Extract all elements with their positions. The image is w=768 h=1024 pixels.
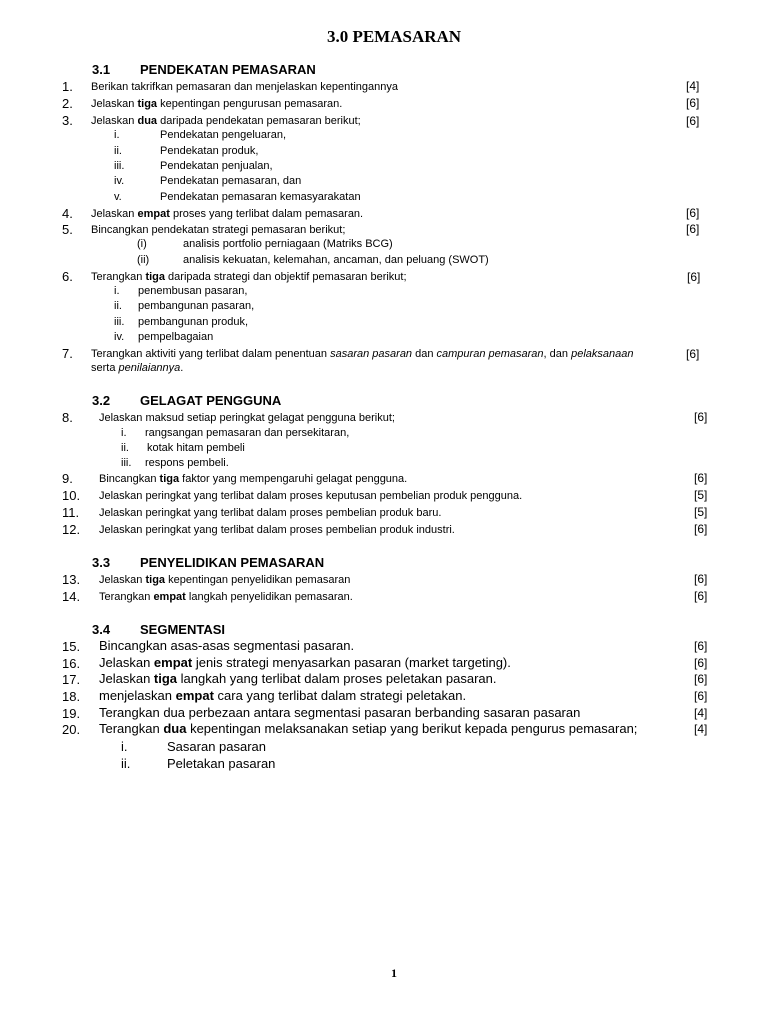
question-marks: [6] xyxy=(694,522,708,536)
question-marks: [6] xyxy=(686,114,700,128)
section-heading-3-1: 3.1 PENDEKATAN PEMASARAN xyxy=(92,62,316,77)
question-number: 16. xyxy=(62,656,81,671)
question-text: menjelaskan empat cara yang terlibat dalam strategi peletakan. xyxy=(99,688,467,703)
question-marks: [4] xyxy=(694,722,708,736)
question-number: 2. xyxy=(62,96,73,111)
page-number: 1 xyxy=(391,966,397,980)
question-marks: [5] xyxy=(694,505,708,519)
question-marks: [5] xyxy=(694,488,708,502)
question-number: 3. xyxy=(62,113,73,128)
question-text: Terangkan dua kepentingan melaksanakan setiap yang berikut kepada pengurus pemasaran; xyxy=(99,721,638,736)
question-text: Jelaskan peringkat yang terlibat dalam proses pembelian produk baru. xyxy=(99,507,442,519)
question-number: 14. xyxy=(62,589,81,604)
document-title: 3.0 PEMASARAN xyxy=(326,27,462,46)
question-text: Berikan takrifkan pemasaran dan menjelaskan kepentingannya xyxy=(91,81,398,93)
question-marks: [6] xyxy=(687,270,701,284)
sub-item: iii. Pendekatan penjualan, xyxy=(114,160,273,172)
question-text: Jelaskan tiga kepentingan pengurusan pemasaran. xyxy=(91,98,343,110)
question-text: Terangkan tiga daripada strategi dan objektif pemasaran berikut; xyxy=(91,271,407,283)
question-number: 13. xyxy=(62,572,81,587)
sub-item: ii. Peletakan pasaran xyxy=(121,756,276,771)
sub-item: v. Pendekatan pemasaran kemasyarakatan xyxy=(114,191,361,203)
question-text: Terangkan dua perbezaan antara segmentasi pasaran berbanding sasaran pasaran xyxy=(99,705,581,720)
question-marks: [6] xyxy=(694,589,708,603)
question-text: Terangkan empat langkah penyelidikan pemasaran. xyxy=(99,591,353,603)
question-marks: [6] xyxy=(694,572,708,586)
question-marks: [6] xyxy=(686,347,700,361)
question-number: 19. xyxy=(62,706,81,721)
question-marks: [4] xyxy=(694,706,708,720)
sub-item: ii. kotak hitam pembeli xyxy=(121,442,245,454)
sub-item: iv. Pendekatan pemasaran, dan xyxy=(114,175,302,187)
question-number: 4. xyxy=(62,206,73,221)
question-number: 17. xyxy=(62,672,81,687)
question-number: 5. xyxy=(62,222,73,237)
question-number: 15. xyxy=(62,639,81,654)
question-marks: [6] xyxy=(694,672,708,686)
question-text: Jelaskan peringkat yang terlibat dalam proses keputusan pembelian produk pengguna. xyxy=(99,490,523,502)
section-heading-3-4: 3.4 SEGMENTASI xyxy=(92,622,225,637)
question-text: Jelaskan peringkat yang terlibat dalam proses pembelian produk industri. xyxy=(99,524,455,536)
question-marks: [6] xyxy=(694,471,708,485)
question-marks: [6] xyxy=(694,410,708,424)
sub-item: i. Sasaran pasaran xyxy=(121,739,267,754)
question-text: Bincangkan tiga faktor yang mempengaruhi gelagat pengguna. xyxy=(99,473,408,485)
sub-item: iii. respons pembeli. xyxy=(121,457,229,469)
sub-item: (ii) analisis kekuatan, kelemahan, ancaman, dan peluang (SWOT) xyxy=(137,254,489,266)
sub-item: (i) analisis portfolio perniagaan (Matriks BCG) xyxy=(137,238,393,250)
question-number: 18. xyxy=(62,689,81,704)
question-number: 8. xyxy=(62,410,73,425)
question-number: 7. xyxy=(62,346,73,361)
question-number: 1. xyxy=(62,79,73,94)
question-text: Terangkan aktiviti yang terlibat dalam penentuan sasaran pasaran dan campuran pemasaran, dan pelaksanaan serta penilaiannya. xyxy=(91,348,634,374)
question-marks: [4] xyxy=(686,79,700,93)
question-text: Jelaskan tiga langkah yang terlibat dalam proses peletakan pasaran. xyxy=(99,671,497,686)
question-number: 12. xyxy=(62,522,81,537)
question-marks: [6] xyxy=(694,689,708,703)
question-number: 9. xyxy=(62,471,73,486)
question-text: Bincangkan asas-asas segmentasi pasaran. xyxy=(99,638,355,653)
sub-item: i. penembusan pasaran, xyxy=(114,285,248,297)
sub-item: iii. pembangunan produk, xyxy=(114,316,249,328)
question-text: Jelaskan maksud setiap peringkat gelagat pengguna berikut; xyxy=(99,412,395,424)
sub-item: ii. Pendekatan produk, xyxy=(114,145,259,157)
question-text: Bincangkan pendekatan strategi pemasaran berikut; xyxy=(91,224,346,236)
question-number: 10. xyxy=(62,488,81,503)
question-text: Jelaskan empat proses yang terlibat dalam pemasaran. xyxy=(91,208,364,220)
question-text: Jelaskan dua daripada pendekatan pemasaran berikut; xyxy=(91,115,361,127)
question-number: 20. xyxy=(62,722,81,737)
sub-item: i. rangsangan pemasaran dan persekitaran, xyxy=(121,427,350,439)
question-marks: [6] xyxy=(686,222,700,236)
sub-item: i. Pendekatan pengeluaran, xyxy=(114,129,286,141)
question-marks: [6] xyxy=(686,96,700,110)
section-heading-3-3: 3.3 PENYELIDIKAN PEMASARAN xyxy=(92,555,325,570)
section-heading-3-2: 3.2 GELAGAT PENGGUNA xyxy=(92,393,282,408)
question-number: 11. xyxy=(62,505,80,520)
question-marks: [6] xyxy=(686,206,700,220)
question-text: Jelaskan tiga kepentingan penyelidikan pemasaran xyxy=(99,574,351,586)
question-marks: [6] xyxy=(694,639,708,653)
question-marks: [6] xyxy=(694,656,708,670)
sub-item: iv. pempelbagaian xyxy=(114,331,214,343)
question-number: 6. xyxy=(62,269,73,284)
question-text: Jelaskan empat jenis strategi menyasarkan pasaran (market targeting). xyxy=(99,655,511,670)
sub-item: ii. pembangunan pasaran, xyxy=(114,300,255,312)
